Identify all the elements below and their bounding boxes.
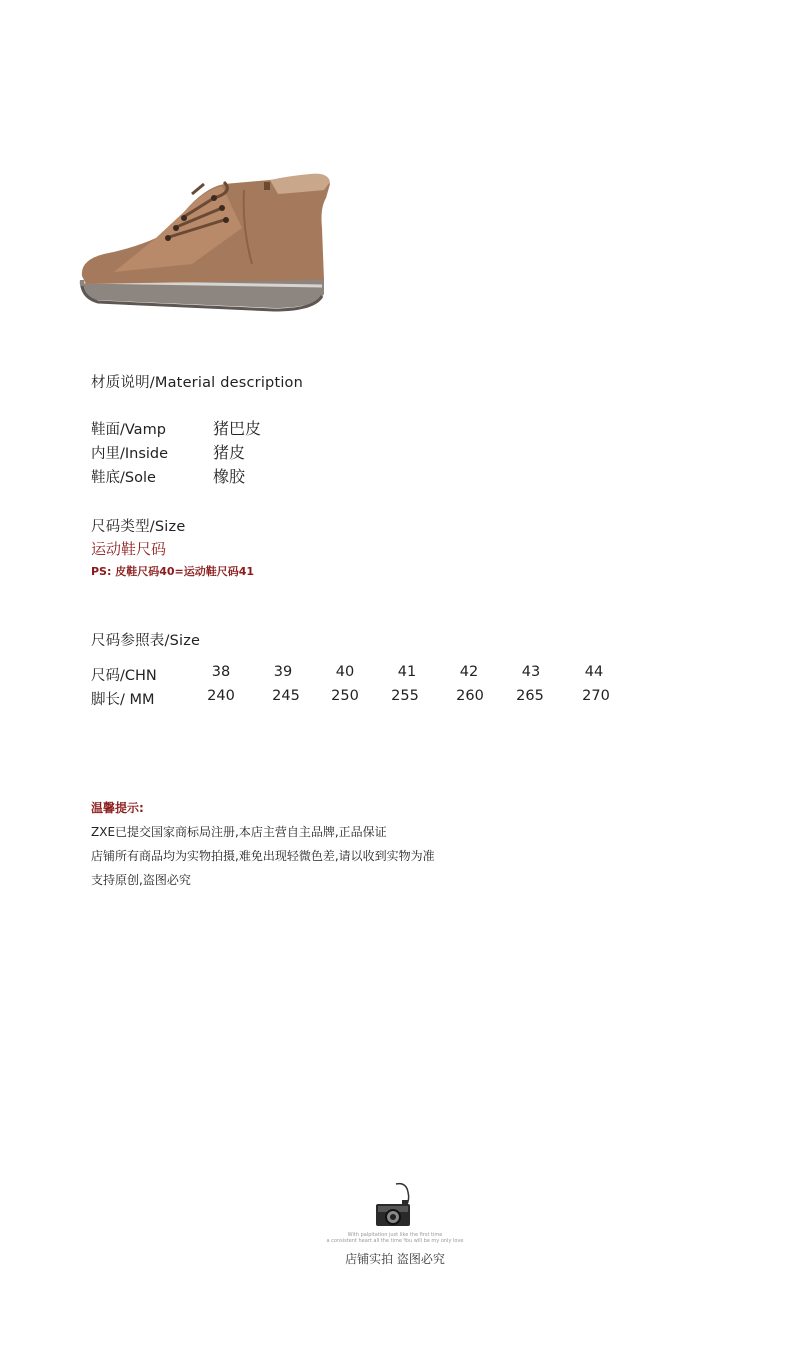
material-row-sole — [91, 466, 391, 490]
size-cell: 41 — [397, 664, 417, 680]
size-row-label: 尺码/CHN — [91, 668, 157, 684]
size-chart-table — [91, 664, 651, 710]
length-cell: 245 — [272, 688, 300, 704]
footer-caption: 店铺实拍 盗图必究 — [345, 1252, 445, 1266]
length-cell: 260 — [456, 688, 484, 704]
size-cell: 44 — [584, 664, 604, 680]
size-row-length — [91, 688, 651, 710]
length-cell: 270 — [582, 688, 610, 704]
length-cell: 255 — [391, 688, 419, 704]
length-cell: 250 — [331, 688, 359, 704]
material-section-title: 材质说明/Material description — [91, 375, 304, 391]
material-label: 鞋面/Vamp — [91, 422, 166, 438]
size-cell: 43 — [521, 664, 541, 680]
material-label: 鞋底/Sole — [91, 470, 156, 486]
size-type-note: PS: 皮鞋尺码40=运动鞋尺码41 — [91, 565, 255, 578]
size-row-chn — [91, 664, 651, 686]
material-row-vamp — [91, 418, 391, 442]
tips-title: 温馨提示: — [91, 801, 144, 815]
material-label: 内里/Inside — [91, 446, 169, 462]
tips-line: 支持原创,盗图必究 — [91, 873, 191, 887]
material-value: 猪皮 — [213, 443, 246, 462]
footer-tiny-line: a consistent heart all the time You will be my only love — [326, 1238, 464, 1244]
size-chart-title: 尺码参照表/Size — [91, 633, 201, 649]
material-value: 橡胶 — [213, 467, 246, 486]
length-cell: 265 — [516, 688, 544, 704]
product-boot-image — [74, 168, 336, 318]
tips-line: 店铺所有商品均为实物拍摄,难免出现轻微色差,请以收到实物为准 — [91, 849, 435, 863]
tips-line: ZXE已提交国家商标局注册,本店主营自主品牌,正品保证 — [91, 825, 387, 839]
footer-camera-logo — [320, 1180, 470, 1270]
size-cell: 40 — [335, 664, 355, 680]
camera-icon — [372, 1180, 418, 1228]
footer-tiny-line: With palpitation just like the first time — [347, 1232, 443, 1238]
tips-block — [91, 796, 435, 892]
size-cell: 42 — [459, 664, 479, 680]
size-type-title: 尺码类型/Size — [91, 519, 186, 535]
size-type-value: 运动鞋尺码 — [91, 540, 167, 558]
size-cell: 39 — [273, 664, 293, 680]
length-cell: 240 — [207, 688, 235, 704]
length-row-label: 脚长/ MM — [91, 692, 155, 708]
material-value: 猪巴皮 — [213, 419, 262, 438]
material-row-inside — [91, 442, 391, 466]
size-cell: 38 — [211, 664, 231, 680]
